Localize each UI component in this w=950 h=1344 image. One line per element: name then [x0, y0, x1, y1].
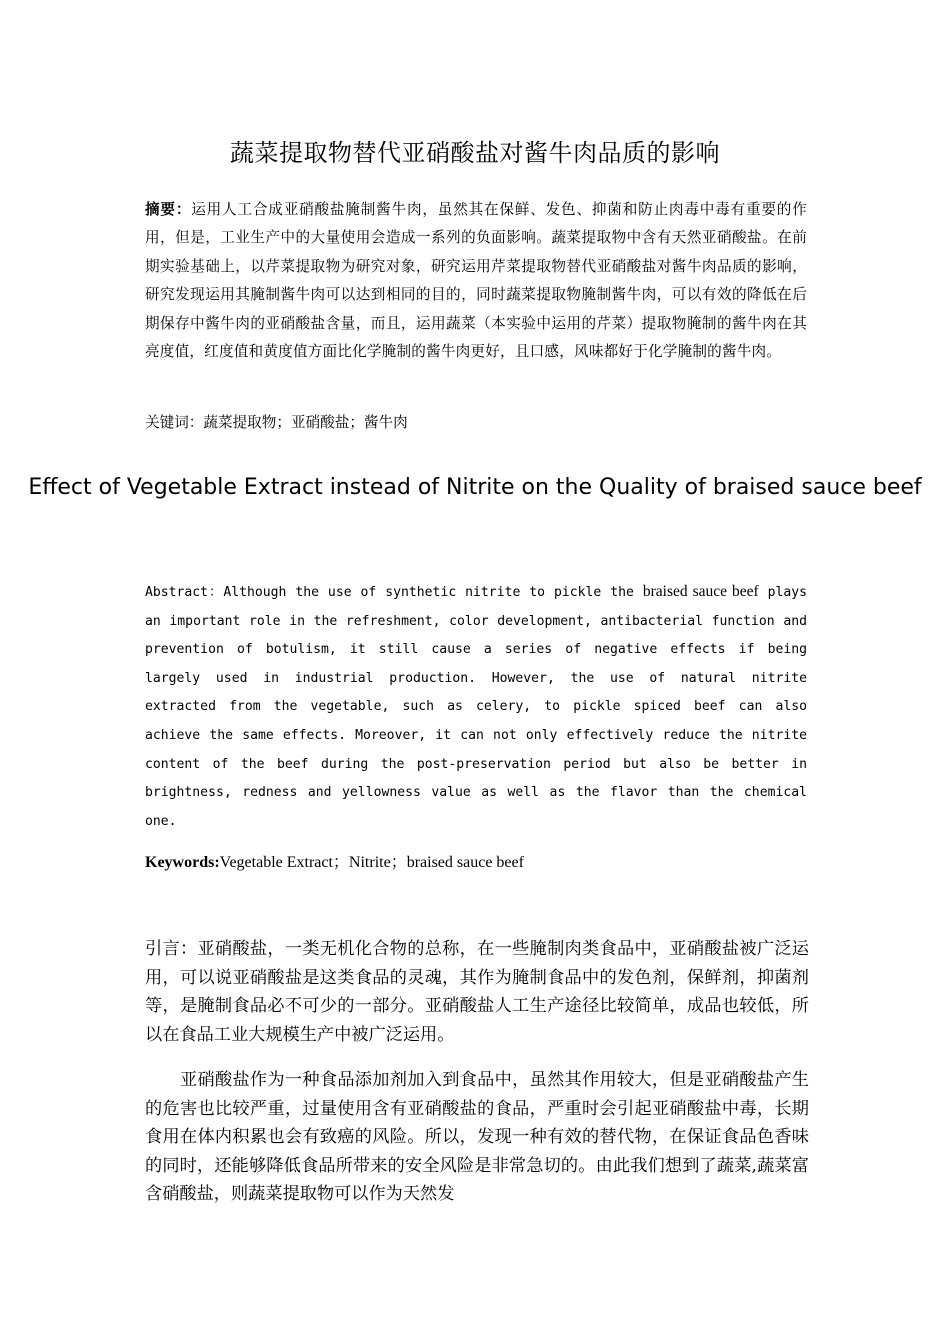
english-abstract-label: Abstract：	[145, 585, 224, 600]
english-abstract-text-after: plays an important role in the refreshment, color development, antibacterial function and prevention of botulism, it still cause a series of negative effects if being largely used in industrial production. However, the use of natural nitrite extracted from the vegetable, such as celery, to pickle spiced beef can also achieve the same effects. Moreover, it can not only effectively reduce the nitrite content of the beef during the post-preservation period but also be better in brightness, redness and yellowness value as well as the flavor than the chemical one.	[145, 585, 807, 829]
chinese-abstract	[145, 196, 807, 366]
english-keywords-label: Keywords:	[145, 854, 220, 871]
chinese-abstract-label: 摘要：	[145, 201, 192, 218]
chinese-title: 蔬菜提取物替代亚硝酸盐对酱牛肉品质的影响	[230, 139, 720, 167]
english-keywords	[145, 850, 807, 876]
body-paragraph: 亚硝酸盐作为一种食品添加剂加入到食品中，虽然其作用较大，但是亚硝酸盐产生的危害也比较严重，过量使用含有亚硝酸盐的食品，严重时会引起亚硝酸盐中毒，长期食用在体内积累也会有致癌的风险。所以，发现一种有效的替代物，在保证食品色香味的同时，还能够降低食品所带来的安全风险是非常急切的。由此我们想到了蔬菜,蔬菜富含硝酸盐，则蔬菜提取物可以作为天然发	[145, 1070, 809, 1205]
introduction-paragraph: 引言：亚硝酸盐，一类无机化合物的总称，在一些腌制肉类食品中，亚硝酸盐被广泛运用，可以说亚硝酸盐是这类食品的灵魂，其作为腌制食品中的发色剂，保鲜剂，抑菌剂等，是腌制食品必不可少的一部分。亚硝酸盐人工生产途径比较简单，成品也较低，所以在食品工业大规模生产中被广泛运用。	[145, 939, 809, 1045]
english-abstract-inline-term: braised sauce beef	[642, 583, 759, 600]
chinese-abstract-text: 运用人工合成亚硝酸盐腌制酱牛肉，虽然其在保鲜、发色、抑菌和防止肉毒中毒有重要的作用，但是，工业生产中的大量使用会造成一系列的负面影响。蔬菜提取物中含有天然亚硝酸盐。在前期实验基础上，以芹菜提取物为研究对象，研究运用芹菜提取物替代亚硝酸盐对酱牛肉品质的影响，研究发现运用其腌制酱牛肉可以达到相同的目的，同时蔬菜提取物腌制酱牛肉，可以有效的降低在后期保存中酱牛肉的亚硝酸盐含量，而且，运用蔬菜（本实验中运用的芹菜）提取物腌制的酱牛肉在其亮度值，红度值和黄度值方面比化学腌制的酱牛肉更好，且口感，风味都好于化学腌制的酱牛肉。	[145, 201, 807, 361]
english-title: Effect of Vegetable Extract instead of Nitrite on the Quality of braised sauce beef	[28, 475, 922, 500]
english-abstract	[145, 578, 807, 836]
chinese-keywords: 关键词：蔬菜提取物；亚硝酸盐；酱牛肉	[145, 414, 408, 431]
english-abstract-text-before: Although the use of synthetic nitrite to pickle the	[223, 585, 643, 600]
english-keywords-text: Vegetable Extract；Nitrite；braised sauce beef	[219, 854, 524, 871]
